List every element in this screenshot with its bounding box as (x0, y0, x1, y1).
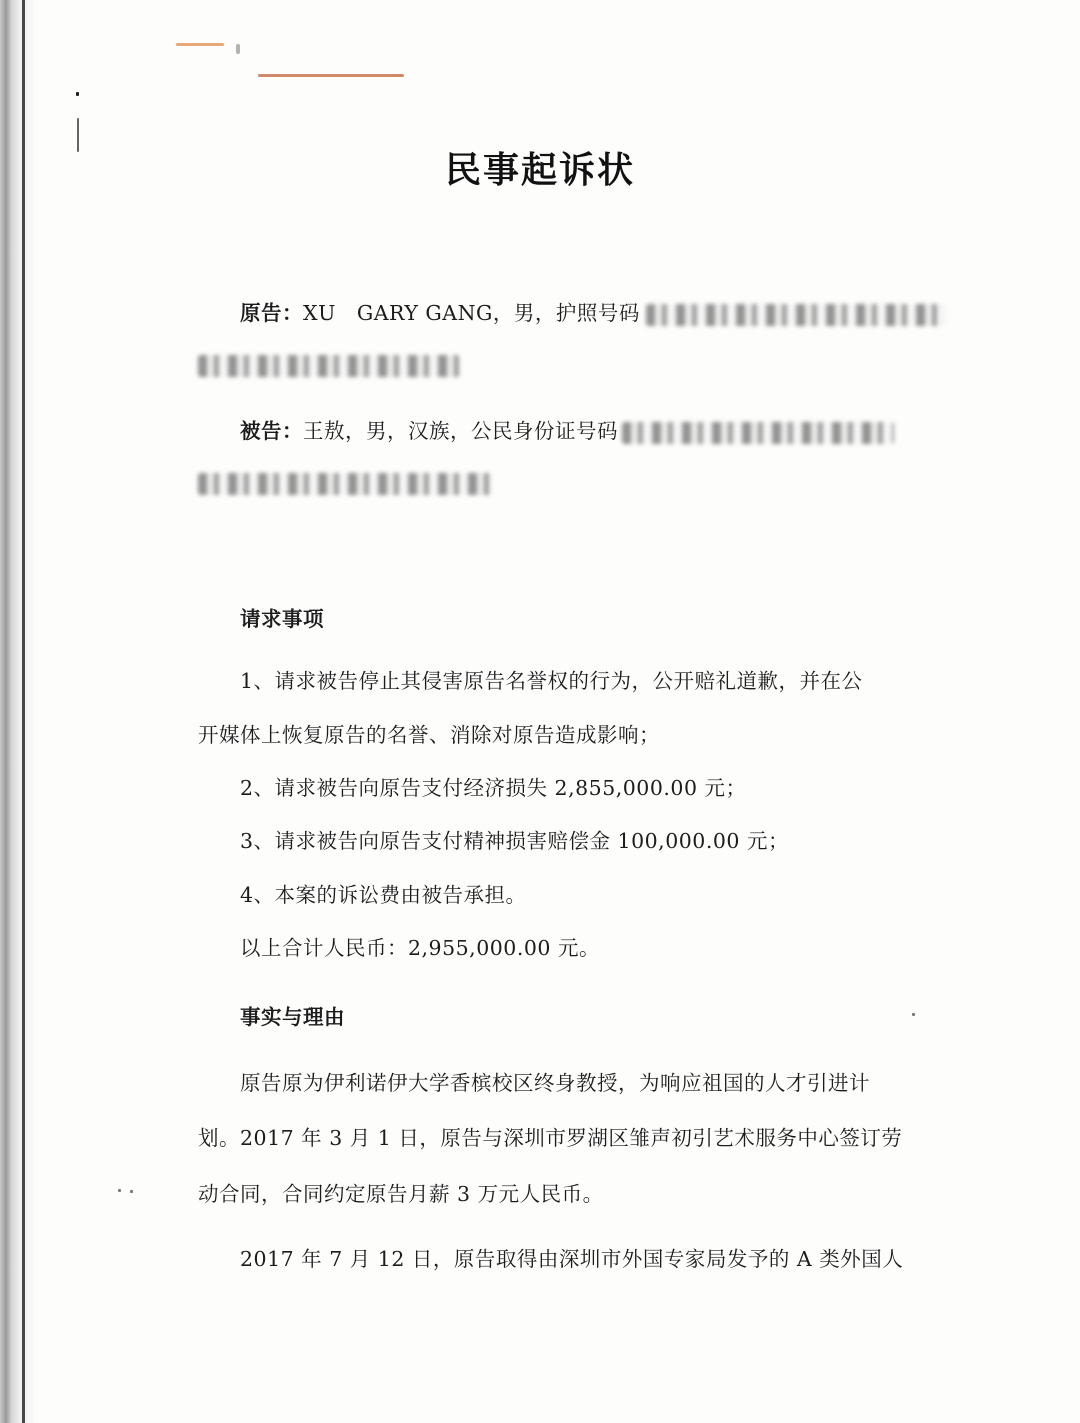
document-title: 民事起诉状 (444, 150, 635, 191)
claims-heading: 请求事项 (240, 607, 324, 631)
claim-line: 4、本案的诉讼费由被告承担。 (240, 883, 527, 907)
plaintiff-line (240, 296, 946, 326)
claim-line: 开媒体上恢复原告的名誉、消除对原告造成影响； (198, 723, 660, 747)
scan-speck (118, 1189, 121, 1192)
claim-line: 2、请求被告向原告支付经济损失 2,855,000.00 元； (240, 776, 747, 800)
facts-line: 动合同，合同约定原告月薪 3 万元人民币。 (198, 1182, 604, 1206)
redacted-passport-number (646, 304, 946, 326)
facts-heading: 事实与理由 (240, 1005, 345, 1029)
scan-mark (176, 43, 224, 46)
scan-speck (76, 92, 79, 96)
plaintiff-line-2 (198, 352, 460, 377)
scan-binding-edge (0, 0, 34, 1423)
plaintiff-text: XU GARY GANG，男，护照号码 (303, 301, 640, 325)
claims-total: 以上合计人民币：2,955,000.00 元。 (240, 936, 600, 960)
defendant-line (240, 414, 894, 444)
facts-line: 2017 年 7 月 12 日，原告取得由深圳市外国专家局发予的 A 类外国人 (240, 1247, 904, 1271)
facts-line: 划。2017 年 3 月 1 日，原告与深圳市罗湖区雏声初引艺术服务中心签订劳 (198, 1126, 903, 1150)
redacted-plaintiff-address (198, 355, 460, 377)
scan-mark (258, 74, 404, 77)
claim-line: 3、请求被告向原告支付精神损害赔偿金 100,000.00 元； (240, 829, 789, 853)
defendant-label: 被告： (240, 419, 303, 443)
scan-binding-line (22, 0, 25, 1423)
plaintiff-label: 原告： (240, 301, 303, 325)
facts-line: 原告原为伊利诺伊大学香槟校区终身教授，为响应祖国的人才引进计 (240, 1071, 870, 1095)
defendant-text: 王敖，男，汉族，公民身份证号码 (303, 419, 618, 443)
redacted-defendant-address (198, 473, 492, 495)
scan-speck (912, 1013, 915, 1016)
redacted-id-number (622, 422, 894, 444)
scan-mark (236, 44, 240, 54)
claim-line: 1、请求被告停止其侵害原告名誉权的行为，公开赔礼道歉，并在公 (240, 669, 863, 693)
scan-speck (130, 1190, 133, 1193)
defendant-line-2 (198, 470, 492, 495)
